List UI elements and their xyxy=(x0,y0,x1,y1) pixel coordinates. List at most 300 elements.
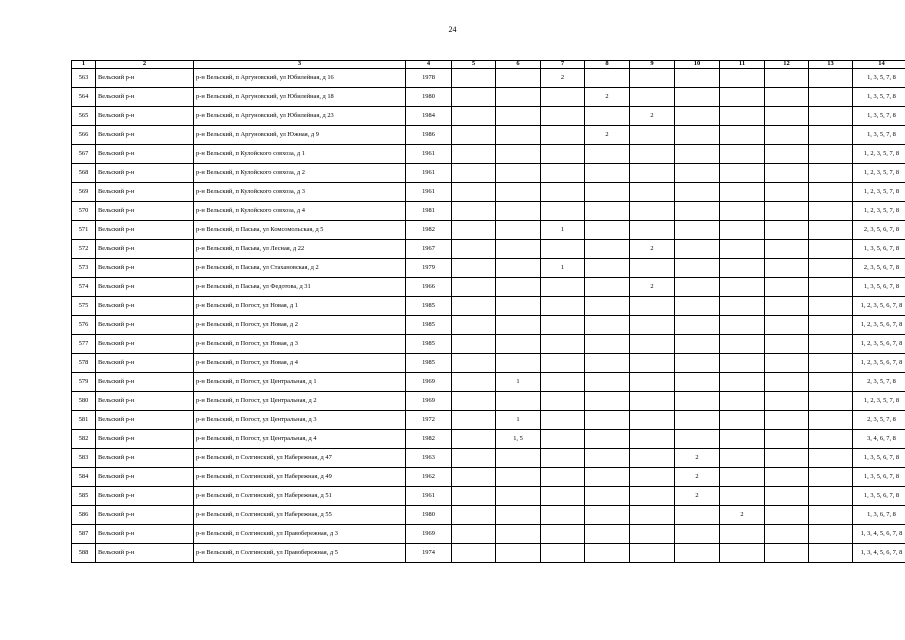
cell-col-11 xyxy=(720,145,765,164)
cell-col-9 xyxy=(630,183,675,202)
cell-row-number: 567 xyxy=(72,145,96,164)
table-row xyxy=(72,240,905,259)
cell-col-13 xyxy=(809,373,853,392)
cell-row-number: 570 xyxy=(72,202,96,221)
column-header-12: 12 xyxy=(765,61,809,69)
cell-col-6 xyxy=(496,487,541,506)
table-row xyxy=(72,487,905,506)
cell-district: Вельский р-н xyxy=(96,449,194,468)
cell-district: Вельский р-н xyxy=(96,69,194,88)
cell-col-10 xyxy=(675,354,720,373)
cell-col-5 xyxy=(452,145,496,164)
cell-row-number: 569 xyxy=(72,183,96,202)
cell-address: р-н Вельский, п Аргуновский, ул Юбилейная, д 16 xyxy=(194,69,406,88)
cell-col-12 xyxy=(765,373,809,392)
cell-year: 1961 xyxy=(406,487,452,506)
cell-year: 1967 xyxy=(406,240,452,259)
cell-col-7 xyxy=(541,126,585,145)
cell-year: 1985 xyxy=(406,297,452,316)
cell-row-number: 581 xyxy=(72,411,96,430)
table-row xyxy=(72,69,905,88)
cell-row-number: 582 xyxy=(72,430,96,449)
cell-row-number: 573 xyxy=(72,259,96,278)
cell-row-number: 577 xyxy=(72,335,96,354)
cell-district: Вельский р-н xyxy=(96,259,194,278)
cell-district: Вельский р-н xyxy=(96,202,194,221)
cell-address: р-н Вельский, п Погост, ул Новая, д 2 xyxy=(194,316,406,335)
cell-row-number: 585 xyxy=(72,487,96,506)
cell-col-9 xyxy=(630,202,675,221)
cell-criteria: 1, 3, 5, 6, 7, 8 xyxy=(853,487,905,506)
cell-row-number: 576 xyxy=(72,316,96,335)
cell-col-7: 1 xyxy=(541,221,585,240)
cell-col-6 xyxy=(496,468,541,487)
cell-col-8 xyxy=(585,487,630,506)
cell-col-7 xyxy=(541,449,585,468)
cell-col-8 xyxy=(585,240,630,259)
cell-col-5 xyxy=(452,506,496,525)
cell-col-13 xyxy=(809,221,853,240)
cell-district: Вельский р-н xyxy=(96,126,194,145)
cell-col-12 xyxy=(765,525,809,544)
cell-col-9 xyxy=(630,487,675,506)
column-header-8: 8 xyxy=(585,61,630,69)
cell-col-13 xyxy=(809,183,853,202)
cell-col-7 xyxy=(541,107,585,126)
cell-col-8 xyxy=(585,202,630,221)
cell-col-13 xyxy=(809,487,853,506)
cell-col-10 xyxy=(675,392,720,411)
cell-district: Вельский р-н xyxy=(96,221,194,240)
cell-col-7 xyxy=(541,297,585,316)
cell-district: Вельский р-н xyxy=(96,373,194,392)
cell-district: Вельский р-н xyxy=(96,335,194,354)
cell-address: р-н Вельский, п Аргуновский, ул Южная, д 9 xyxy=(194,126,406,145)
table-row xyxy=(72,278,905,297)
cell-col-8 xyxy=(585,354,630,373)
cell-district: Вельский р-н xyxy=(96,468,194,487)
cell-criteria: 1, 2, 3, 5, 6, 7, 8 xyxy=(853,316,905,335)
cell-col-5 xyxy=(452,88,496,107)
table-row xyxy=(72,297,905,316)
cell-col-5 xyxy=(452,430,496,449)
cell-criteria: 1, 2, 3, 5, 7, 8 xyxy=(853,392,905,411)
cell-col-5 xyxy=(452,525,496,544)
cell-col-6 xyxy=(496,183,541,202)
cell-district: Вельский р-н xyxy=(96,88,194,107)
cell-col-10 xyxy=(675,544,720,563)
cell-year: 1969 xyxy=(406,392,452,411)
cell-col-7 xyxy=(541,202,585,221)
cell-col-5 xyxy=(452,107,496,126)
cell-col-5 xyxy=(452,316,496,335)
cell-address: р-н Вельский, п Пасьва, ул Стахановская, д 2 xyxy=(194,259,406,278)
column-header-14: 14 xyxy=(853,61,905,69)
cell-row-number: 584 xyxy=(72,468,96,487)
cell-year: 1982 xyxy=(406,430,452,449)
cell-col-6 xyxy=(496,449,541,468)
cell-col-5 xyxy=(452,411,496,430)
cell-col-5 xyxy=(452,297,496,316)
cell-col-8 xyxy=(585,506,630,525)
cell-district: Вельский р-н xyxy=(96,183,194,202)
cell-col-6: 1 xyxy=(496,411,541,430)
cell-col-12 xyxy=(765,430,809,449)
cell-district: Вельский р-н xyxy=(96,278,194,297)
header-row xyxy=(72,61,905,69)
cell-col-7 xyxy=(541,411,585,430)
cell-year: 1969 xyxy=(406,373,452,392)
column-header-9: 9 xyxy=(630,61,675,69)
cell-year: 1972 xyxy=(406,411,452,430)
cell-col-9 xyxy=(630,544,675,563)
cell-col-12 xyxy=(765,544,809,563)
table-row xyxy=(72,525,905,544)
cell-col-7 xyxy=(541,354,585,373)
cell-col-9 xyxy=(630,430,675,449)
cell-col-6: 1 xyxy=(496,373,541,392)
cell-row-number: 565 xyxy=(72,107,96,126)
cell-criteria: 1, 3, 5, 7, 8 xyxy=(853,69,905,88)
cell-col-12 xyxy=(765,506,809,525)
table-row xyxy=(72,164,905,183)
cell-criteria: 1, 2, 3, 5, 6, 7, 8 xyxy=(853,354,905,373)
cell-col-12 xyxy=(765,69,809,88)
cell-col-8 xyxy=(585,449,630,468)
table-row xyxy=(72,183,905,202)
cell-row-number: 575 xyxy=(72,297,96,316)
cell-district: Вельский р-н xyxy=(96,411,194,430)
cell-col-9 xyxy=(630,411,675,430)
cell-col-7 xyxy=(541,525,585,544)
cell-col-11 xyxy=(720,69,765,88)
cell-col-7 xyxy=(541,544,585,563)
cell-district: Вельский р-н xyxy=(96,487,194,506)
cell-year: 1974 xyxy=(406,544,452,563)
cell-col-8 xyxy=(585,468,630,487)
table-row xyxy=(72,392,905,411)
cell-col-13 xyxy=(809,88,853,107)
column-header-7: 7 xyxy=(541,61,585,69)
table-row xyxy=(72,316,905,335)
cell-col-12 xyxy=(765,449,809,468)
cell-col-11 xyxy=(720,240,765,259)
cell-col-10 xyxy=(675,316,720,335)
cell-col-9 xyxy=(630,392,675,411)
cell-col-13 xyxy=(809,278,853,297)
cell-col-6 xyxy=(496,69,541,88)
cell-address: р-н Вельский, п Солгинский, ул Правобережная, д 3 xyxy=(194,525,406,544)
cell-col-6 xyxy=(496,88,541,107)
cell-row-number: 579 xyxy=(72,373,96,392)
cell-col-10: 2 xyxy=(675,449,720,468)
cell-row-number: 563 xyxy=(72,69,96,88)
cell-col-6 xyxy=(496,107,541,126)
cell-criteria: 1, 3, 6, 7, 8 xyxy=(853,506,905,525)
cell-col-10 xyxy=(675,297,720,316)
cell-col-8 xyxy=(585,145,630,164)
cell-col-10 xyxy=(675,202,720,221)
cell-col-6 xyxy=(496,316,541,335)
cell-col-11 xyxy=(720,449,765,468)
cell-col-13 xyxy=(809,145,853,164)
cell-col-10 xyxy=(675,525,720,544)
cell-year: 1980 xyxy=(406,506,452,525)
cell-address: р-н Вельский, п Солгинский, ул Набережная, д 51 xyxy=(194,487,406,506)
cell-col-9 xyxy=(630,354,675,373)
cell-criteria: 2, 3, 5, 6, 7, 8 xyxy=(853,259,905,278)
cell-col-10: 2 xyxy=(675,468,720,487)
cell-col-7 xyxy=(541,316,585,335)
cell-year: 1982 xyxy=(406,221,452,240)
cell-col-5 xyxy=(452,202,496,221)
cell-col-5 xyxy=(452,373,496,392)
cell-col-6 xyxy=(496,335,541,354)
cell-col-11: 2 xyxy=(720,506,765,525)
cell-col-5 xyxy=(452,278,496,297)
cell-row-number: 587 xyxy=(72,525,96,544)
cell-col-10 xyxy=(675,373,720,392)
cell-col-9 xyxy=(630,373,675,392)
cell-col-8 xyxy=(585,164,630,183)
cell-row-number: 580 xyxy=(72,392,96,411)
column-header-1: 1 xyxy=(72,61,96,69)
cell-col-10 xyxy=(675,107,720,126)
cell-district: Вельский р-н xyxy=(96,164,194,183)
cell-col-9 xyxy=(630,335,675,354)
table-row xyxy=(72,373,905,392)
cell-col-8 xyxy=(585,297,630,316)
cell-col-7 xyxy=(541,487,585,506)
cell-col-12 xyxy=(765,145,809,164)
cell-col-11 xyxy=(720,259,765,278)
cell-col-13 xyxy=(809,69,853,88)
cell-row-number: 578 xyxy=(72,354,96,373)
cell-row-number: 583 xyxy=(72,449,96,468)
cell-col-10 xyxy=(675,88,720,107)
cell-row-number: 568 xyxy=(72,164,96,183)
cell-year: 1984 xyxy=(406,107,452,126)
cell-address: р-н Вельский, п Погост, ул Новая, д 3 xyxy=(194,335,406,354)
cell-col-13 xyxy=(809,506,853,525)
cell-col-12 xyxy=(765,392,809,411)
cell-col-13 xyxy=(809,259,853,278)
cell-address: р-н Вельский, п Пасьва, ул Лесная, д 22 xyxy=(194,240,406,259)
cell-address: р-н Вельский, п Солгинский, ул Набережная, д 49 xyxy=(194,468,406,487)
cell-district: Вельский р-н xyxy=(96,430,194,449)
cell-row-number: 566 xyxy=(72,126,96,145)
cell-year: 1961 xyxy=(406,145,452,164)
cell-address: р-н Вельский, п Солгинский, ул Набережная, д 55 xyxy=(194,506,406,525)
cell-col-12 xyxy=(765,335,809,354)
cell-col-5 xyxy=(452,335,496,354)
cell-col-7: 1 xyxy=(541,259,585,278)
cell-district: Вельский р-н xyxy=(96,506,194,525)
cell-col-12 xyxy=(765,278,809,297)
table-row xyxy=(72,88,905,107)
cell-col-8 xyxy=(585,430,630,449)
cell-criteria: 1, 2, 3, 5, 6, 7, 8 xyxy=(853,297,905,316)
cell-criteria: 1, 3, 5, 7, 8 xyxy=(853,107,905,126)
cell-col-10 xyxy=(675,240,720,259)
cell-row-number: 588 xyxy=(72,544,96,563)
cell-year: 1985 xyxy=(406,335,452,354)
page-number: 24 xyxy=(448,25,457,34)
table-row xyxy=(72,506,905,525)
cell-col-8 xyxy=(585,316,630,335)
cell-col-10 xyxy=(675,126,720,145)
cell-year: 1980 xyxy=(406,88,452,107)
cell-col-11 xyxy=(720,164,765,183)
cell-col-9: 2 xyxy=(630,240,675,259)
cell-col-6 xyxy=(496,278,541,297)
cell-col-11 xyxy=(720,88,765,107)
table-row xyxy=(72,468,905,487)
cell-col-11 xyxy=(720,202,765,221)
cell-row-number: 586 xyxy=(72,506,96,525)
cell-col-5 xyxy=(452,221,496,240)
cell-year: 1986 xyxy=(406,126,452,145)
cell-col-6 xyxy=(496,525,541,544)
cell-col-8 xyxy=(585,544,630,563)
column-header-2: 2 xyxy=(96,61,194,69)
cell-col-6 xyxy=(496,259,541,278)
cell-col-8 xyxy=(585,373,630,392)
cell-criteria: 1, 2, 3, 5, 7, 8 xyxy=(853,183,905,202)
cell-col-11 xyxy=(720,316,765,335)
cell-year: 1981 xyxy=(406,202,452,221)
cell-criteria: 1, 3, 5, 6, 7, 8 xyxy=(853,468,905,487)
cell-col-8 xyxy=(585,392,630,411)
cell-address: р-н Вельский, п Пасьва, ул Федотова, д 31 xyxy=(194,278,406,297)
table-row xyxy=(72,430,905,449)
table-row xyxy=(72,221,905,240)
cell-col-12 xyxy=(765,88,809,107)
column-header-4: 4 xyxy=(406,61,452,69)
column-header-3: 3 xyxy=(194,61,406,69)
cell-col-13 xyxy=(809,164,853,183)
cell-col-6 xyxy=(496,126,541,145)
cell-col-6 xyxy=(496,506,541,525)
cell-col-12 xyxy=(765,202,809,221)
cell-row-number: 571 xyxy=(72,221,96,240)
column-header-10: 10 xyxy=(675,61,720,69)
cell-col-13 xyxy=(809,449,853,468)
cell-col-11 xyxy=(720,354,765,373)
cell-col-9 xyxy=(630,525,675,544)
cell-col-13 xyxy=(809,126,853,145)
cell-criteria: 1, 3, 5, 7, 8 xyxy=(853,88,905,107)
cell-col-9 xyxy=(630,316,675,335)
cell-year: 1985 xyxy=(406,316,452,335)
cell-col-5 xyxy=(452,240,496,259)
cell-col-13 xyxy=(809,468,853,487)
cell-col-5 xyxy=(452,126,496,145)
cell-row-number: 564 xyxy=(72,88,96,107)
cell-year: 1963 xyxy=(406,449,452,468)
cell-col-11 xyxy=(720,392,765,411)
cell-year: 1962 xyxy=(406,468,452,487)
cell-col-10 xyxy=(675,259,720,278)
cell-col-10 xyxy=(675,506,720,525)
cell-address: р-н Вельский, п Солгинский, ул Набережная, д 47 xyxy=(194,449,406,468)
cell-col-13 xyxy=(809,544,853,563)
cell-address: р-н Вельский, п Кулойского совхоза, д 2 xyxy=(194,164,406,183)
cell-col-5 xyxy=(452,449,496,468)
cell-col-8 xyxy=(585,221,630,240)
cell-col-11 xyxy=(720,430,765,449)
cell-col-7 xyxy=(541,335,585,354)
cell-col-6: 1, 5 xyxy=(496,430,541,449)
cell-row-number: 574 xyxy=(72,278,96,297)
cell-col-12 xyxy=(765,316,809,335)
cell-col-5 xyxy=(452,183,496,202)
cell-address: р-н Вельский, п Кулойского совхоза, д 1 xyxy=(194,145,406,164)
cell-col-13 xyxy=(809,297,853,316)
cell-col-10 xyxy=(675,411,720,430)
cell-year: 1978 xyxy=(406,69,452,88)
cell-col-10 xyxy=(675,145,720,164)
cell-address: р-н Вельский, п Погост, ул Центральная, д 3 xyxy=(194,411,406,430)
cell-col-11 xyxy=(720,487,765,506)
cell-criteria: 2, 3, 5, 7, 8 xyxy=(853,373,905,392)
cell-col-9 xyxy=(630,297,675,316)
cell-address: р-н Вельский, п Кулойского совхоза, д 4 xyxy=(194,202,406,221)
cell-col-5 xyxy=(452,69,496,88)
cell-col-9: 2 xyxy=(630,278,675,297)
column-header-5: 5 xyxy=(452,61,496,69)
cell-col-12 xyxy=(765,354,809,373)
cell-col-9: 2 xyxy=(630,107,675,126)
cell-col-13 xyxy=(809,316,853,335)
table-header xyxy=(72,61,905,69)
cell-col-11 xyxy=(720,126,765,145)
cell-col-10 xyxy=(675,69,720,88)
cell-col-11 xyxy=(720,544,765,563)
cell-criteria: 1, 3, 4, 5, 6, 7, 8 xyxy=(853,525,905,544)
cell-col-13 xyxy=(809,335,853,354)
cell-address: р-н Вельский, п Кулойского совхоза, д 3 xyxy=(194,183,406,202)
cell-col-7 xyxy=(541,430,585,449)
cell-col-12 xyxy=(765,297,809,316)
cell-col-13 xyxy=(809,392,853,411)
cell-col-9 xyxy=(630,468,675,487)
cell-col-7 xyxy=(541,240,585,259)
cell-address: р-н Вельский, п Погост, ул Новая, д 4 xyxy=(194,354,406,373)
cell-year: 1961 xyxy=(406,183,452,202)
cell-district: Вельский р-н xyxy=(96,240,194,259)
cell-col-12 xyxy=(765,259,809,278)
cell-col-5 xyxy=(452,544,496,563)
cell-row-number: 572 xyxy=(72,240,96,259)
cell-col-6 xyxy=(496,544,541,563)
cell-year: 1969 xyxy=(406,525,452,544)
cell-col-13 xyxy=(809,430,853,449)
cell-col-12 xyxy=(765,107,809,126)
cell-criteria: 1, 2, 3, 5, 7, 8 xyxy=(853,164,905,183)
cell-col-9 xyxy=(630,126,675,145)
column-header-13: 13 xyxy=(809,61,853,69)
cell-col-8 xyxy=(585,278,630,297)
cell-col-13 xyxy=(809,525,853,544)
cell-col-12 xyxy=(765,468,809,487)
cell-col-10 xyxy=(675,430,720,449)
cell-year: 1961 xyxy=(406,164,452,183)
cell-col-13 xyxy=(809,354,853,373)
cell-address: р-н Вельский, п Солгинский, ул Правобережная, д 5 xyxy=(194,544,406,563)
cell-col-8 xyxy=(585,411,630,430)
cell-col-5 xyxy=(452,468,496,487)
